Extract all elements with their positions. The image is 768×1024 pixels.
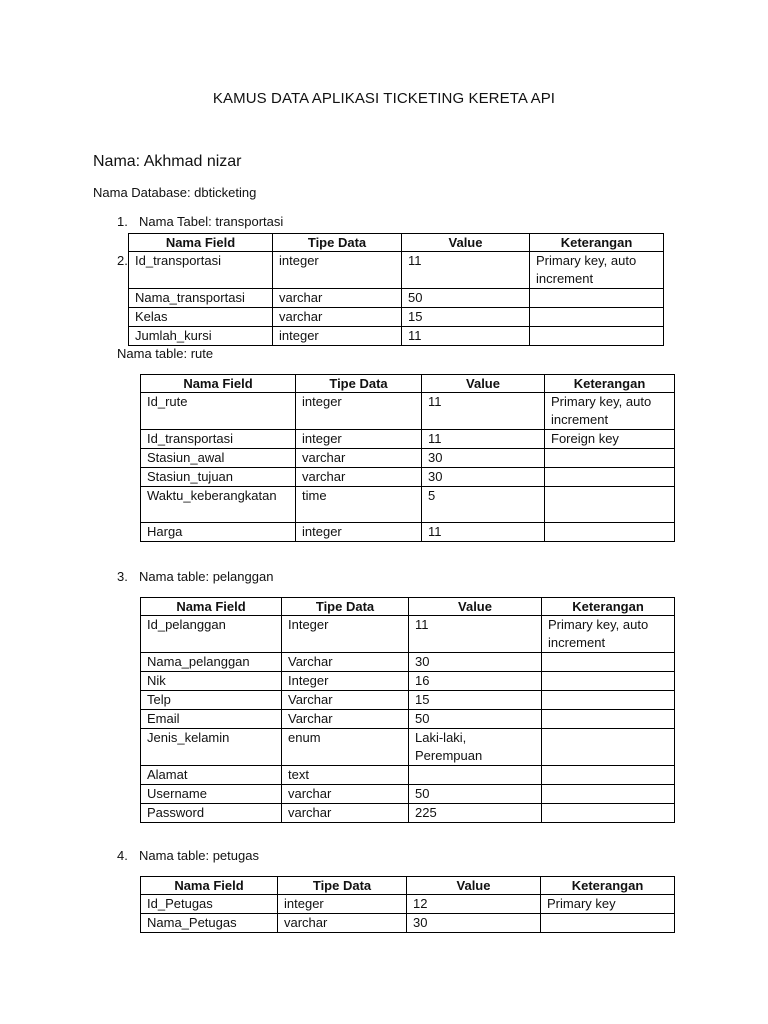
cell: Id_transportasi <box>129 252 273 289</box>
cell: Id_Petugas <box>141 895 278 914</box>
table-row <box>129 289 664 308</box>
cell: Nik <box>141 672 282 691</box>
cell <box>541 914 675 933</box>
cell: Varchar <box>282 691 409 710</box>
cell: 11 <box>422 430 545 449</box>
cell: varchar <box>296 468 422 487</box>
cell: Integer <box>282 672 409 691</box>
header-nama-field: Nama Field <box>129 234 273 252</box>
cell: Stasiun_awal <box>141 449 296 468</box>
table-row <box>141 430 675 449</box>
cell: Primary key, auto increment <box>542 616 675 653</box>
cell: 50 <box>409 710 542 729</box>
header-value: Value <box>407 877 541 895</box>
cell: 50 <box>409 785 542 804</box>
table-row <box>141 785 675 804</box>
section-label: Nama table: petugas <box>139 848 259 863</box>
header-tipe-data: Tipe Data <box>273 234 402 252</box>
cell: 11 <box>422 523 545 542</box>
table-row <box>129 327 664 346</box>
cell: 30 <box>422 449 545 468</box>
table-row <box>141 766 675 785</box>
cell: Id_transportasi <box>141 430 296 449</box>
cell: Id_rute <box>141 393 296 430</box>
cell: Kelas <box>129 308 273 327</box>
cell: integer <box>296 523 422 542</box>
cell: Varchar <box>282 653 409 672</box>
cell: 15 <box>402 308 530 327</box>
cell: 15 <box>409 691 542 710</box>
cell <box>542 785 675 804</box>
cell: varchar <box>282 785 409 804</box>
cell: 11 <box>422 393 545 430</box>
cell: 30 <box>422 468 545 487</box>
cell: 50 <box>402 289 530 308</box>
table-row <box>141 523 675 542</box>
cell: 30 <box>409 653 542 672</box>
cell: Primary key, auto increment <box>545 393 675 430</box>
cell: Laki-laki, Perempuan <box>409 729 542 766</box>
table-row <box>141 895 675 914</box>
table-pelanggan <box>140 597 675 823</box>
cell: Password <box>141 804 282 823</box>
section-number: 1. <box>117 214 128 229</box>
header-value: Value <box>422 375 545 393</box>
cell: text <box>282 766 409 785</box>
cell: Harga <box>141 523 296 542</box>
table-row <box>141 468 675 487</box>
cell <box>545 487 675 523</box>
cell: varchar <box>273 308 402 327</box>
cell: integer <box>296 430 422 449</box>
cell: enum <box>282 729 409 766</box>
cell <box>545 449 675 468</box>
cell: Varchar <box>282 710 409 729</box>
cell <box>545 523 675 542</box>
section-number: 2. <box>117 253 128 268</box>
header-nama-field: Nama Field <box>141 598 282 616</box>
cell: Stasiun_tujuan <box>141 468 296 487</box>
cell: 30 <box>407 914 541 933</box>
cell: Telp <box>141 691 282 710</box>
cell: 11 <box>409 616 542 653</box>
cell <box>530 308 664 327</box>
cell: Integer <box>282 616 409 653</box>
table-row <box>141 710 675 729</box>
table-petugas <box>140 876 675 933</box>
cell: integer <box>273 327 402 346</box>
cell: time <box>296 487 422 523</box>
header-keterangan: Keterangan <box>530 234 664 252</box>
cell: Email <box>141 710 282 729</box>
cell: 225 <box>409 804 542 823</box>
table-row <box>141 616 675 653</box>
table-row <box>141 393 675 430</box>
cell: Jenis_kelamin <box>141 729 282 766</box>
table-row <box>141 487 675 523</box>
table-transportasi <box>128 233 664 346</box>
cell: varchar <box>278 914 407 933</box>
header-tipe-data: Tipe Data <box>296 375 422 393</box>
header-tipe-data: Tipe Data <box>282 598 409 616</box>
section-label: Nama table: pelanggan <box>139 569 274 584</box>
cell: 11 <box>402 327 530 346</box>
cell: integer <box>296 393 422 430</box>
table-row <box>141 804 675 823</box>
cell: Id_pelanggan <box>141 616 282 653</box>
cell: varchar <box>282 804 409 823</box>
cell <box>530 289 664 308</box>
section-label: Nama table: rute <box>117 346 214 361</box>
cell: 11 <box>402 252 530 289</box>
cell <box>542 804 675 823</box>
cell: 5 <box>422 487 545 523</box>
cell: integer <box>273 252 402 289</box>
cell <box>542 672 675 691</box>
header-value: Value <box>402 234 530 252</box>
table-row <box>141 914 675 933</box>
cell <box>542 766 675 785</box>
cell: Waktu_keberangkatan <box>141 487 296 523</box>
cell: Nama_pelanggan <box>141 653 282 672</box>
table-row <box>141 729 675 766</box>
cell: varchar <box>273 289 402 308</box>
cell <box>542 710 675 729</box>
cell: integer <box>278 895 407 914</box>
cell: Jumlah_kursi <box>129 327 273 346</box>
cell <box>542 653 675 672</box>
cell: Username <box>141 785 282 804</box>
header-tipe-data: Tipe Data <box>278 877 407 895</box>
cell: Primary key, auto increment <box>530 252 664 289</box>
header-nama-field: Nama Field <box>141 375 296 393</box>
cell: Nama_transportasi <box>129 289 273 308</box>
section-label: Nama Tabel: transportasi <box>139 214 284 229</box>
cell: Foreign key <box>545 430 675 449</box>
header-value: Value <box>409 598 542 616</box>
header-keterangan: Keterangan <box>545 375 675 393</box>
cell: varchar <box>296 449 422 468</box>
database-name: Nama Database: dbticketing <box>93 185 257 200</box>
section-number: 3. <box>117 569 128 584</box>
table-row <box>141 691 675 710</box>
header-keterangan: Keterangan <box>541 877 675 895</box>
header-keterangan: Keterangan <box>542 598 675 616</box>
document-title: KAMUS DATA APLIKASI TICKETING KERETA API <box>212 90 556 107</box>
cell: Nama_Petugas <box>141 914 278 933</box>
cell: Alamat <box>141 766 282 785</box>
cell: Primary key <box>541 895 675 914</box>
cell: 12 <box>407 895 541 914</box>
cell <box>542 729 675 766</box>
header-nama-field: Nama Field <box>141 877 278 895</box>
cell <box>409 766 542 785</box>
table-rute <box>140 374 675 542</box>
table-row <box>129 252 664 289</box>
table-row <box>141 449 675 468</box>
table-row <box>141 672 675 691</box>
author-name: Nama: Akhmad nizar <box>93 153 242 170</box>
section-number: 4. <box>117 848 128 863</box>
cell <box>530 327 664 346</box>
cell <box>542 691 675 710</box>
cell: 16 <box>409 672 542 691</box>
table-row <box>141 653 675 672</box>
table-row <box>129 308 664 327</box>
cell <box>545 468 675 487</box>
